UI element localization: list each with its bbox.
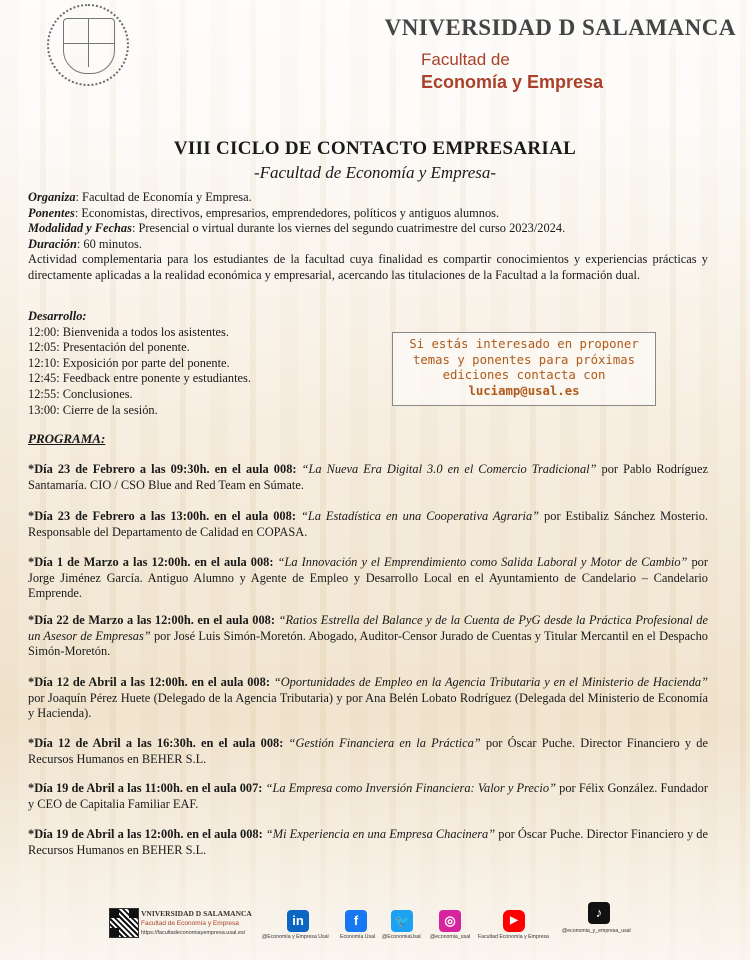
schedule-item: 12:45: Feedback entre ponente y estudiantes. (28, 371, 251, 386)
program-event: *Día 12 de Abril a las 16:30h. en el aula 008: “Gestión Financiera en la Práctica” por Óscar Puche. Director Financiero y de Recursos Humanos en BEHER S.L. (28, 736, 708, 766)
program-event: *Día 19 de Abril a las 12:00h. en el aula 008: “Mi Experiencia en una Empresa Chacinera” por Óscar Puche. Director Financiero y de Recursos Humanos en BEHER S.L. (28, 827, 708, 857)
university-name: VNIVERSIDAD D SALAMANCA (384, 15, 736, 40)
ponentes-line: Ponentes: Economistas, directivos, empresarios, emprendedores, políticos y antiguos alumnos. (28, 205, 500, 220)
twitter-label: @EconomiaUsal (382, 934, 421, 940)
program-event: *Día 19 de Abril a las 11:00h. en el aula 007: “La Empresa como Inversión Financiera: Valor y Precio” por Félix González. Fundador y CEO de Capitalia Familiar EAF. (28, 781, 708, 811)
contact-email-link[interactable]: luciamp@usal.es (468, 383, 580, 398)
facebook-label: Economía Usal (340, 934, 376, 940)
page-title: VIII CICLO DE CONTACTO EMPRESARIAL (173, 138, 577, 159)
university-seal-logo (47, 4, 129, 86)
programa-heading: PROGRAMA: (28, 431, 106, 446)
contact-text-line: temas y ponentes para próximas (412, 352, 636, 367)
instagram-label: @economia_usal (430, 934, 471, 940)
description-paragraph: Actividad complementaria para los estudiantes de la facultad cuya finalidad es compartir conocimientos y experiencias prácticas y directamente aplicadas a la realidad económica y empresarial, acercando las titulaciones de la Facultad a la formación dual. (28, 252, 708, 282)
qr-code[interactable] (109, 908, 139, 938)
program-event: *Día 1 de Marzo a las 12:00h. en el aula 008: “La Innovación y el Emprendimiento como Salida Laboral y Motor de Cambio” por Jorge Jiménez García. Antiguo Alumno y Agente de Empleo y Desarrollo Local en el Ayuntamiento de Candelario – Candelario Emprende. (28, 555, 708, 601)
footer-faculty-name: Facultad de Economía y Empresa (141, 920, 239, 927)
linkedin-icon[interactable]: in (287, 910, 309, 932)
faculty-name-line1: Facultad de (421, 50, 510, 69)
footer-website-link[interactable]: https://facultadeconomiayempresa.usal.es/ (141, 930, 246, 936)
faculty-name-line2: Economía y Empresa (421, 72, 604, 92)
schedule-item: 12:05: Presentación del ponente. (28, 340, 190, 355)
schedule-item: 13:00: Cierre de la sesión. (28, 402, 158, 417)
organiza-line: Organiza: Facultad de Economía y Empresa. (28, 190, 252, 204)
twitter-icon[interactable]: 🐦 (391, 910, 413, 932)
program-event: *Día 23 de Febrero a las 13:00h. en el aula 008: “La Estadística en una Cooperativa Agraria” por Estibaliz Sánchez Mosterio. Responsable del Departamento de Calidad en COPASA. (28, 509, 708, 539)
modalidad-line: Modalidad y Fechas: Presencial o virtual durante los viernes del segundo cuatrimestre del curso 2023/2024. (28, 221, 566, 236)
schedule-item: 12:55: Conclusiones. (28, 386, 133, 401)
tiktok-icon[interactable]: ♪ (588, 902, 610, 924)
program-event: *Día 23 de Febrero a las 09:30h. en el aula 008: “La Nueva Era Digital 3.0 en el Comercio Tradicional” por Pablo Rodríguez Santamaría. CIO / CSO Blue and Red Team en Súmate. (28, 462, 708, 492)
info-section (28, 190, 708, 284)
contact-text-line: ediciones contacta con (442, 368, 606, 382)
linkedin-label: @Economía y Empresa Usal (262, 934, 329, 940)
tiktok-label: @economia_y_empresa_usal (562, 928, 631, 934)
duracion-line: Duración: 60 minutos. (28, 236, 142, 251)
facebook-icon[interactable]: f (345, 910, 367, 932)
program-event: *Día 12 de Abril a las 12:00h. en el aula 008: “Oportunidades de Empleo en la Agencia Tributaria y en el Ministerio de Hacienda” por Joaquín Pérez Huete (Delegado de la Agencia Tributaria) y por Ana Belén Lobato Rodríguez (Delegada del Ministerio de Economía y Hacienda). (28, 675, 708, 721)
schedule-item: 12:10: Exposición por parte del ponente. (28, 355, 230, 370)
footer-university-name: VNIVERSIDAD D SALAMANCA (141, 909, 252, 918)
desarrollo-label: Desarrollo: (28, 309, 87, 323)
youtube-label: Facultad Economía y Empresa (478, 934, 549, 940)
contact-box (392, 332, 656, 406)
program-event: *Día 22 de Marzo a las 12:00h. en el aula 008: “Ratios Estrella del Balance y de la Cuenta de PyG desde la Práctica Profesional de un Asesor de Empresas” por José Luis Simón-Moretón. Abogado, Auditor-Censor Jurado de Cuentas y Titular Mercantil en el Despacho Simón-Moretón. (28, 613, 708, 659)
desarrollo-section (28, 309, 368, 418)
youtube-icon[interactable]: ▶ (503, 910, 525, 932)
instagram-icon[interactable]: ◎ (439, 910, 461, 932)
schedule-item: 12:00: Bienvenida a todos los asistentes. (28, 324, 229, 339)
contact-text-line: Si estás interesado en proponer (409, 337, 639, 351)
page-subtitle: -Facultad de Economía y Empresa- (253, 163, 497, 182)
